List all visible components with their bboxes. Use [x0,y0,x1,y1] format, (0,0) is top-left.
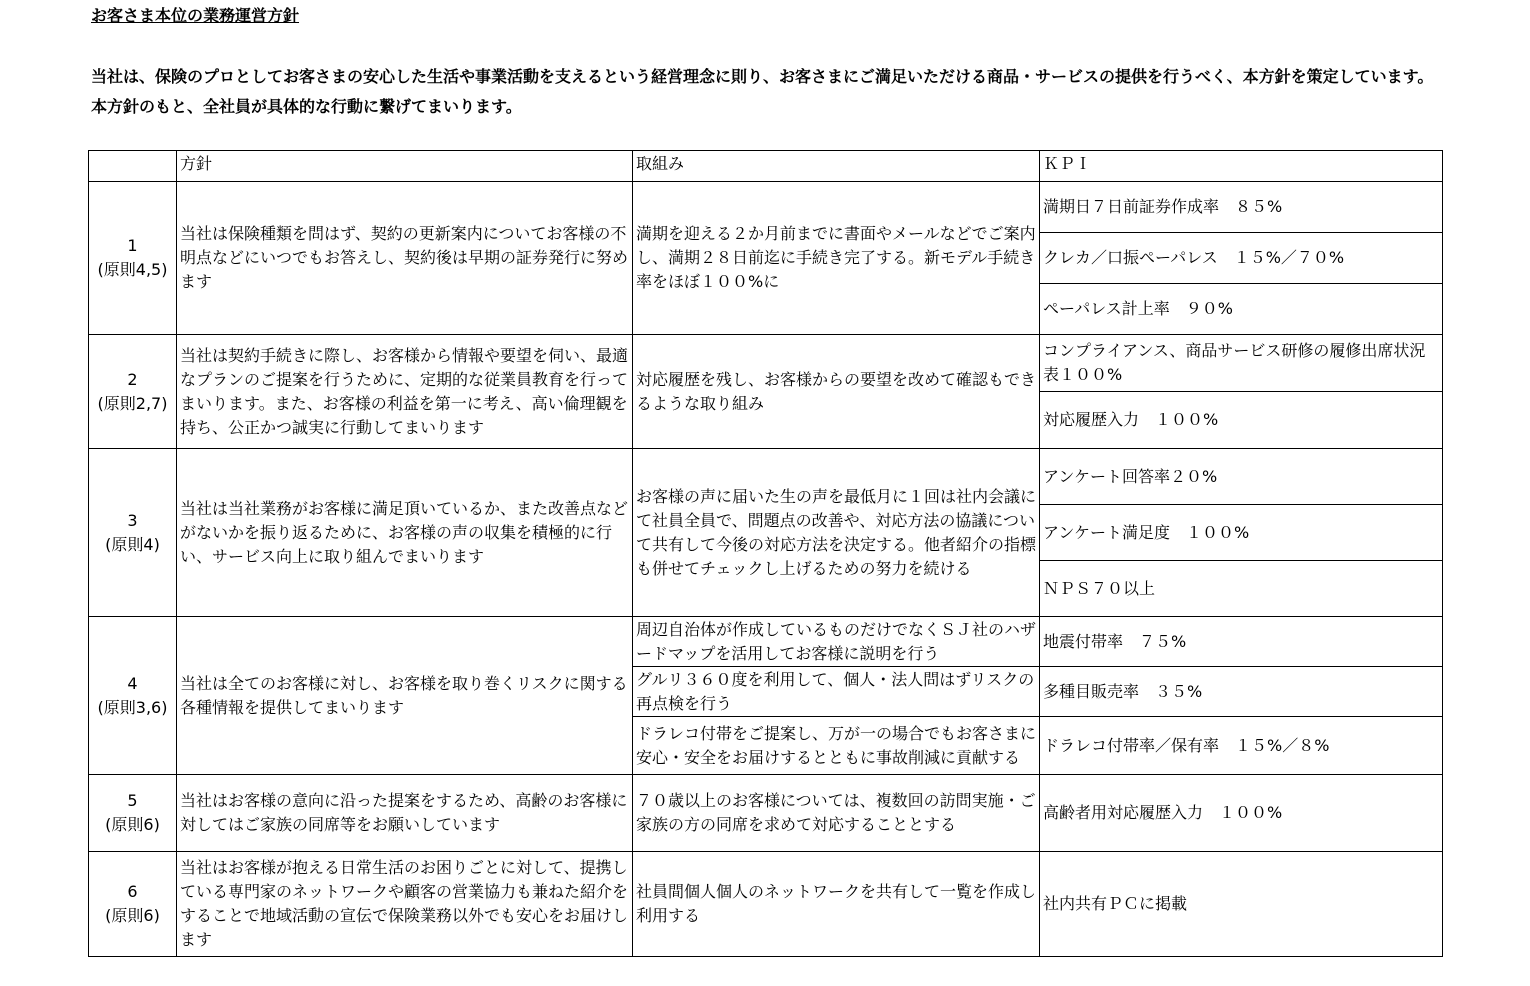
kpi-cell: 満期日７日前証券作成率 ８５% [1040,182,1443,233]
policy-cell: 当社はお客様の意向に沿った提案をするため、高齢のお客様に対してはご家族の同席等をお願いしています [177,775,633,852]
policy-cell: 当社は契約手続きに際し、お客様から情報や要望を伺い、最適なプランのご提案を行うために、定期的な従業員教育を行ってまいります。また、お客様の利益を第一に考え、高い倫理観を持ち、公正かつ誠実に行動してまいります [177,335,633,449]
row-number: 5 [127,791,138,810]
kpi-cell: 高齢者用対応履歴入力 １００% [1040,775,1443,852]
table-row [89,617,1443,667]
kpi-cell: ペーパレス計上率 ９０% [1040,284,1443,335]
intro-line-1: 当社は、保険のプロとしてお客さまの安心した生活や事業活動を支えるという経営理念に則り、お客さまにご満足いただける商品・サービスの提供を行うべく、本方針を策定しています。 [91,67,1434,86]
kpi-cell: ドラレコ付帯率／保有率 １５%／８% [1040,717,1443,775]
row-number-cell [89,775,177,852]
policy-table [88,150,1443,957]
kpi-cell: クレカ／口振ペーパレス １５%／７０% [1040,233,1443,284]
row-number-cell [89,852,177,957]
policy-cell: 当社は全てのお客様に対し、お客様を取り巻くリスクに関する各種情報を提供してまいります [177,617,633,775]
table-header-row [89,151,1443,182]
header-cell-policy: 方針 [177,151,633,182]
kpi-cell: アンケート満足度 １００% [1040,505,1443,561]
table-row [89,182,1443,233]
kpi-cell: アンケート回答率２０% [1040,449,1443,505]
table-row [89,775,1443,852]
row-principle: (原則4) [105,534,160,554]
action-cell: ドラレコ付帯をご提案し、万が一の場合でもお客さまに安心・安全をお届けするとともに事故削減に貢献する [633,717,1040,775]
row-principle: (原則6) [105,906,160,925]
header-cell-number [89,151,177,182]
row-number-cell [89,182,177,335]
table-row [89,449,1443,505]
row-number-cell [89,335,177,449]
header-cell-actions: 取組み [633,151,1040,182]
table-row [89,852,1443,957]
action-cell: 満期を迎える２か月前までに書面やメールなどでご案内し、満期２８日前迄に手続き完了する。新モデル手続き率をほぼ１００%に [633,182,1040,335]
policy-cell: 当社は当社業務がお客様に満足頂いているか、また改善点などがないかを振り返るために、お客様の声の収集を積極的に行い、サービス向上に取り組んでまいります [177,449,633,617]
action-cell: お客様の声に届いた生の声を最低月に１回は社内会議にて社員全員で、問題点の改善や、対応方法の協議について共有して今後の対応方法を決定する。他者紹介の指標も併せてチェックし上げるための努力を続ける [633,449,1040,617]
intro-line-2: 本方針のもと、全社員が具体的な行動に繋げてまいります。 [91,97,522,116]
table-row [89,335,1443,392]
row-principle: (原則2,7) [97,393,168,413]
kpi-cell: コンプライアンス、商品サービス研修の履修出席状況表１００% [1040,335,1443,392]
action-cell: 周辺自治体が作成しているものだけでなくＳＪ社のハザードマップを活用してお客様に説明を行う [633,617,1040,667]
action-cell: 対応履歴を残し、お客様からの要望を改めて確認もできるような取り組み [633,335,1040,449]
row-number: 1 [127,236,138,255]
row-number: 3 [127,510,138,530]
policy-cell: 当社はお客様が抱える日常生活のお困りごとに対して、提携している専門家のネットワークや顧客の営業協力も兼ねた紹介をすることで地域活動の宣伝で保険業務以外でも安心をお届けします [177,852,633,957]
kpi-cell: ＮＰＳ７０以上 [1040,561,1443,617]
kpi-cell: 対応履歴入力 １００% [1040,392,1443,449]
header-cell-kpi: ＫＰＩ [1040,151,1443,182]
row-principle: (原則4,5) [97,260,168,279]
row-number: 4 [127,673,138,693]
page-title: お客さま本位の業務運営方針 [91,6,300,25]
row-principle: (原則6) [105,815,160,834]
row-number-cell [89,449,177,617]
action-cell: 社員間個人個人のネットワークを共有して一覧を作成し利用する [633,852,1040,957]
kpi-cell: 社内共有ＰＣに掲載 [1040,852,1443,957]
intro-text [91,62,1491,122]
policy-cell: 当社は保険種類を問はず、契約の更新案内についてお客様の不明点などにいつでもお答えし、契約後は早期の証券発行に努めます [177,182,633,335]
row-number: 2 [127,369,138,389]
action-cell: ７０歳以上のお客様については、複数回の訪問実施・ご家族の方の同席を求めて対応することとする [633,775,1040,852]
row-principle: (原則3,6) [97,697,168,717]
row-number: 6 [127,882,138,901]
row-number-cell [89,617,177,775]
kpi-cell: 地震付帯率 ７５% [1040,617,1443,667]
kpi-cell: 多種目販売率 ３５% [1040,667,1443,717]
action-cell: グルリ３６０度を利用して、個人・法人問はずリスクの再点検を行う [633,667,1040,717]
